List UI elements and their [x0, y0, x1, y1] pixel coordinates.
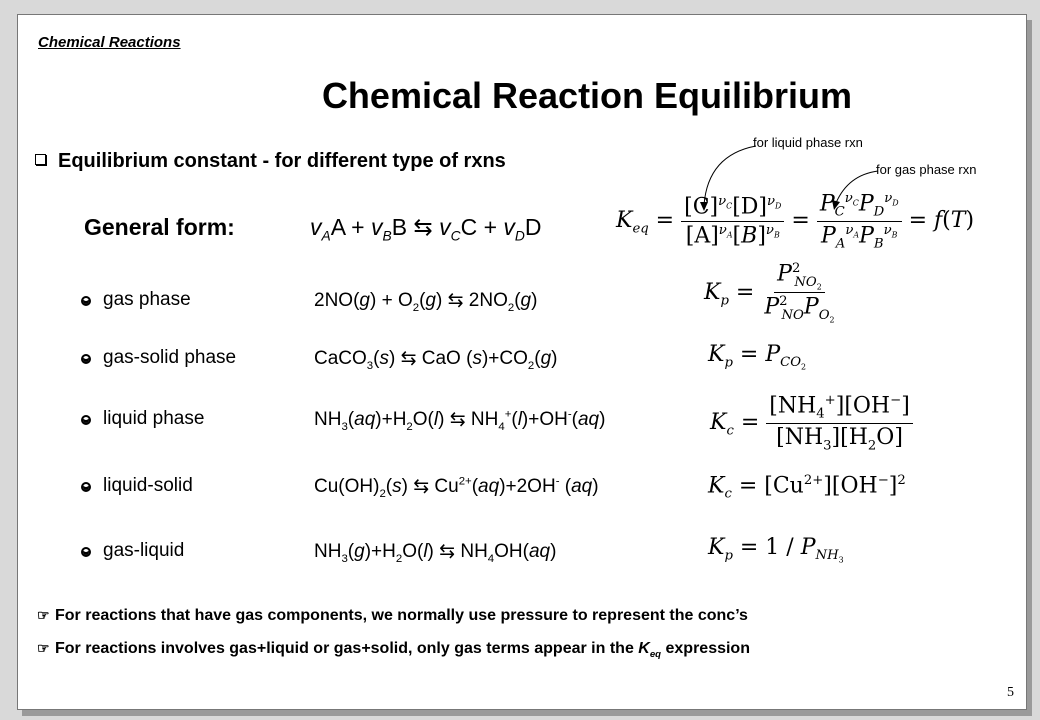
- circle-bullet-icon: [81, 482, 91, 492]
- slide: [17, 14, 1027, 710]
- general-form-label: General form:: [84, 214, 235, 240]
- note-gas-phase: for gas phase rxn: [876, 162, 977, 177]
- kc-liquid-solid-formula: $K_c = [Cu^{2+}][OH^-]^2$: [708, 473, 906, 502]
- row-gas-liquid-label: gas-liquid: [81, 540, 184, 562]
- kp-gas-solid-formula: $K_p = P_{CO_2}$: [708, 342, 807, 373]
- row-liquid-solid-label: liquid-solid: [81, 475, 193, 497]
- main-bullet: [35, 150, 506, 173]
- circle-bullet-icon: [81, 547, 91, 557]
- row-gas-solid-label: gas-solid phase: [81, 347, 236, 369]
- row-gas-liquid-equation: $NH_3(g)+H_2O(l)$ ⇆ $NH_4OH(aq)$: [314, 541, 557, 565]
- slide-title: Chemical Reaction Equilibrium: [321, 75, 853, 116]
- main-bullet-text: Equilibrium constant - for different type of rxns: [58, 150, 506, 172]
- general-form-equation: $v_AA + v_BB$ ⇆ $v_CC + v_DD$: [310, 214, 542, 244]
- row-liquid-solid-equation: $Cu(OH)_2(s)$ ⇆ $Cu^{2+}(aq)+2OH^-$ (aq): [314, 475, 599, 500]
- kp-gas-liquid-formula: $K_p = 1 / P_{NH_3}$: [708, 535, 844, 566]
- pointing-hand-icon: ☞: [37, 607, 50, 623]
- circle-bullet-icon: [81, 354, 91, 364]
- circle-bullet-icon: [81, 415, 91, 425]
- page-number: 5: [1007, 685, 1014, 700]
- kc-liquid-phase-formula: $K_c$ = $\frac{[NH_4^+][OH^-]}{[NH_3][H_2O]}$: [710, 393, 913, 453]
- section-header: Chemical Reactions: [38, 34, 181, 51]
- pointing-hand-icon: ☞: [37, 640, 50, 656]
- note-liquid-phase: for liquid phase rxn: [753, 135, 863, 150]
- row-liquid-phase-equation: $NH_3(aq)+H_2O(l)$ ⇆ $NH_4^+(l)+OH^-(aq)$: [314, 408, 606, 433]
- footnote-pressure: ☞ For reactions that have gas components, we normally use pressure to represent the conc’s: [37, 607, 748, 624]
- row-gas-phase-label: gas phase: [81, 289, 191, 311]
- row-liquid-phase-label: liquid phase: [81, 408, 204, 430]
- row-gas-solid-equation: CaCO$_3$(s) ⇆ CaO $(s)+CO_2(g)$: [314, 348, 558, 372]
- row-gas-phase-equation: $2NO(g) + O_2(g)$ ⇆ $2NO_2(g)$: [314, 290, 538, 314]
- footnote-gas-terms: ☞ For reactions involves gas+liquid or gas+solid, only gas terms appear in the $K_{eq}$ expression: [37, 640, 750, 661]
- keq-general-formula: $K_{eq}$ = $\frac{[C]^{\nu_C}[D]^{\nu_D}}{[A]^{\nu_A}[B]^{\nu_B}}$ = $\frac{P_C^{\nu_C}P_D^{\nu_D}}{P_A^{\nu_A}P_B^{\nu_B}}$ = f(T): [616, 191, 975, 252]
- kp-gas-phase-formula: $K_p$ = $\frac{P^2_{NO_2}}{P^2_{NO}P_{O_2}}$: [704, 261, 835, 325]
- square-bullet-icon: [35, 154, 46, 165]
- circle-bullet-icon: [81, 296, 91, 306]
